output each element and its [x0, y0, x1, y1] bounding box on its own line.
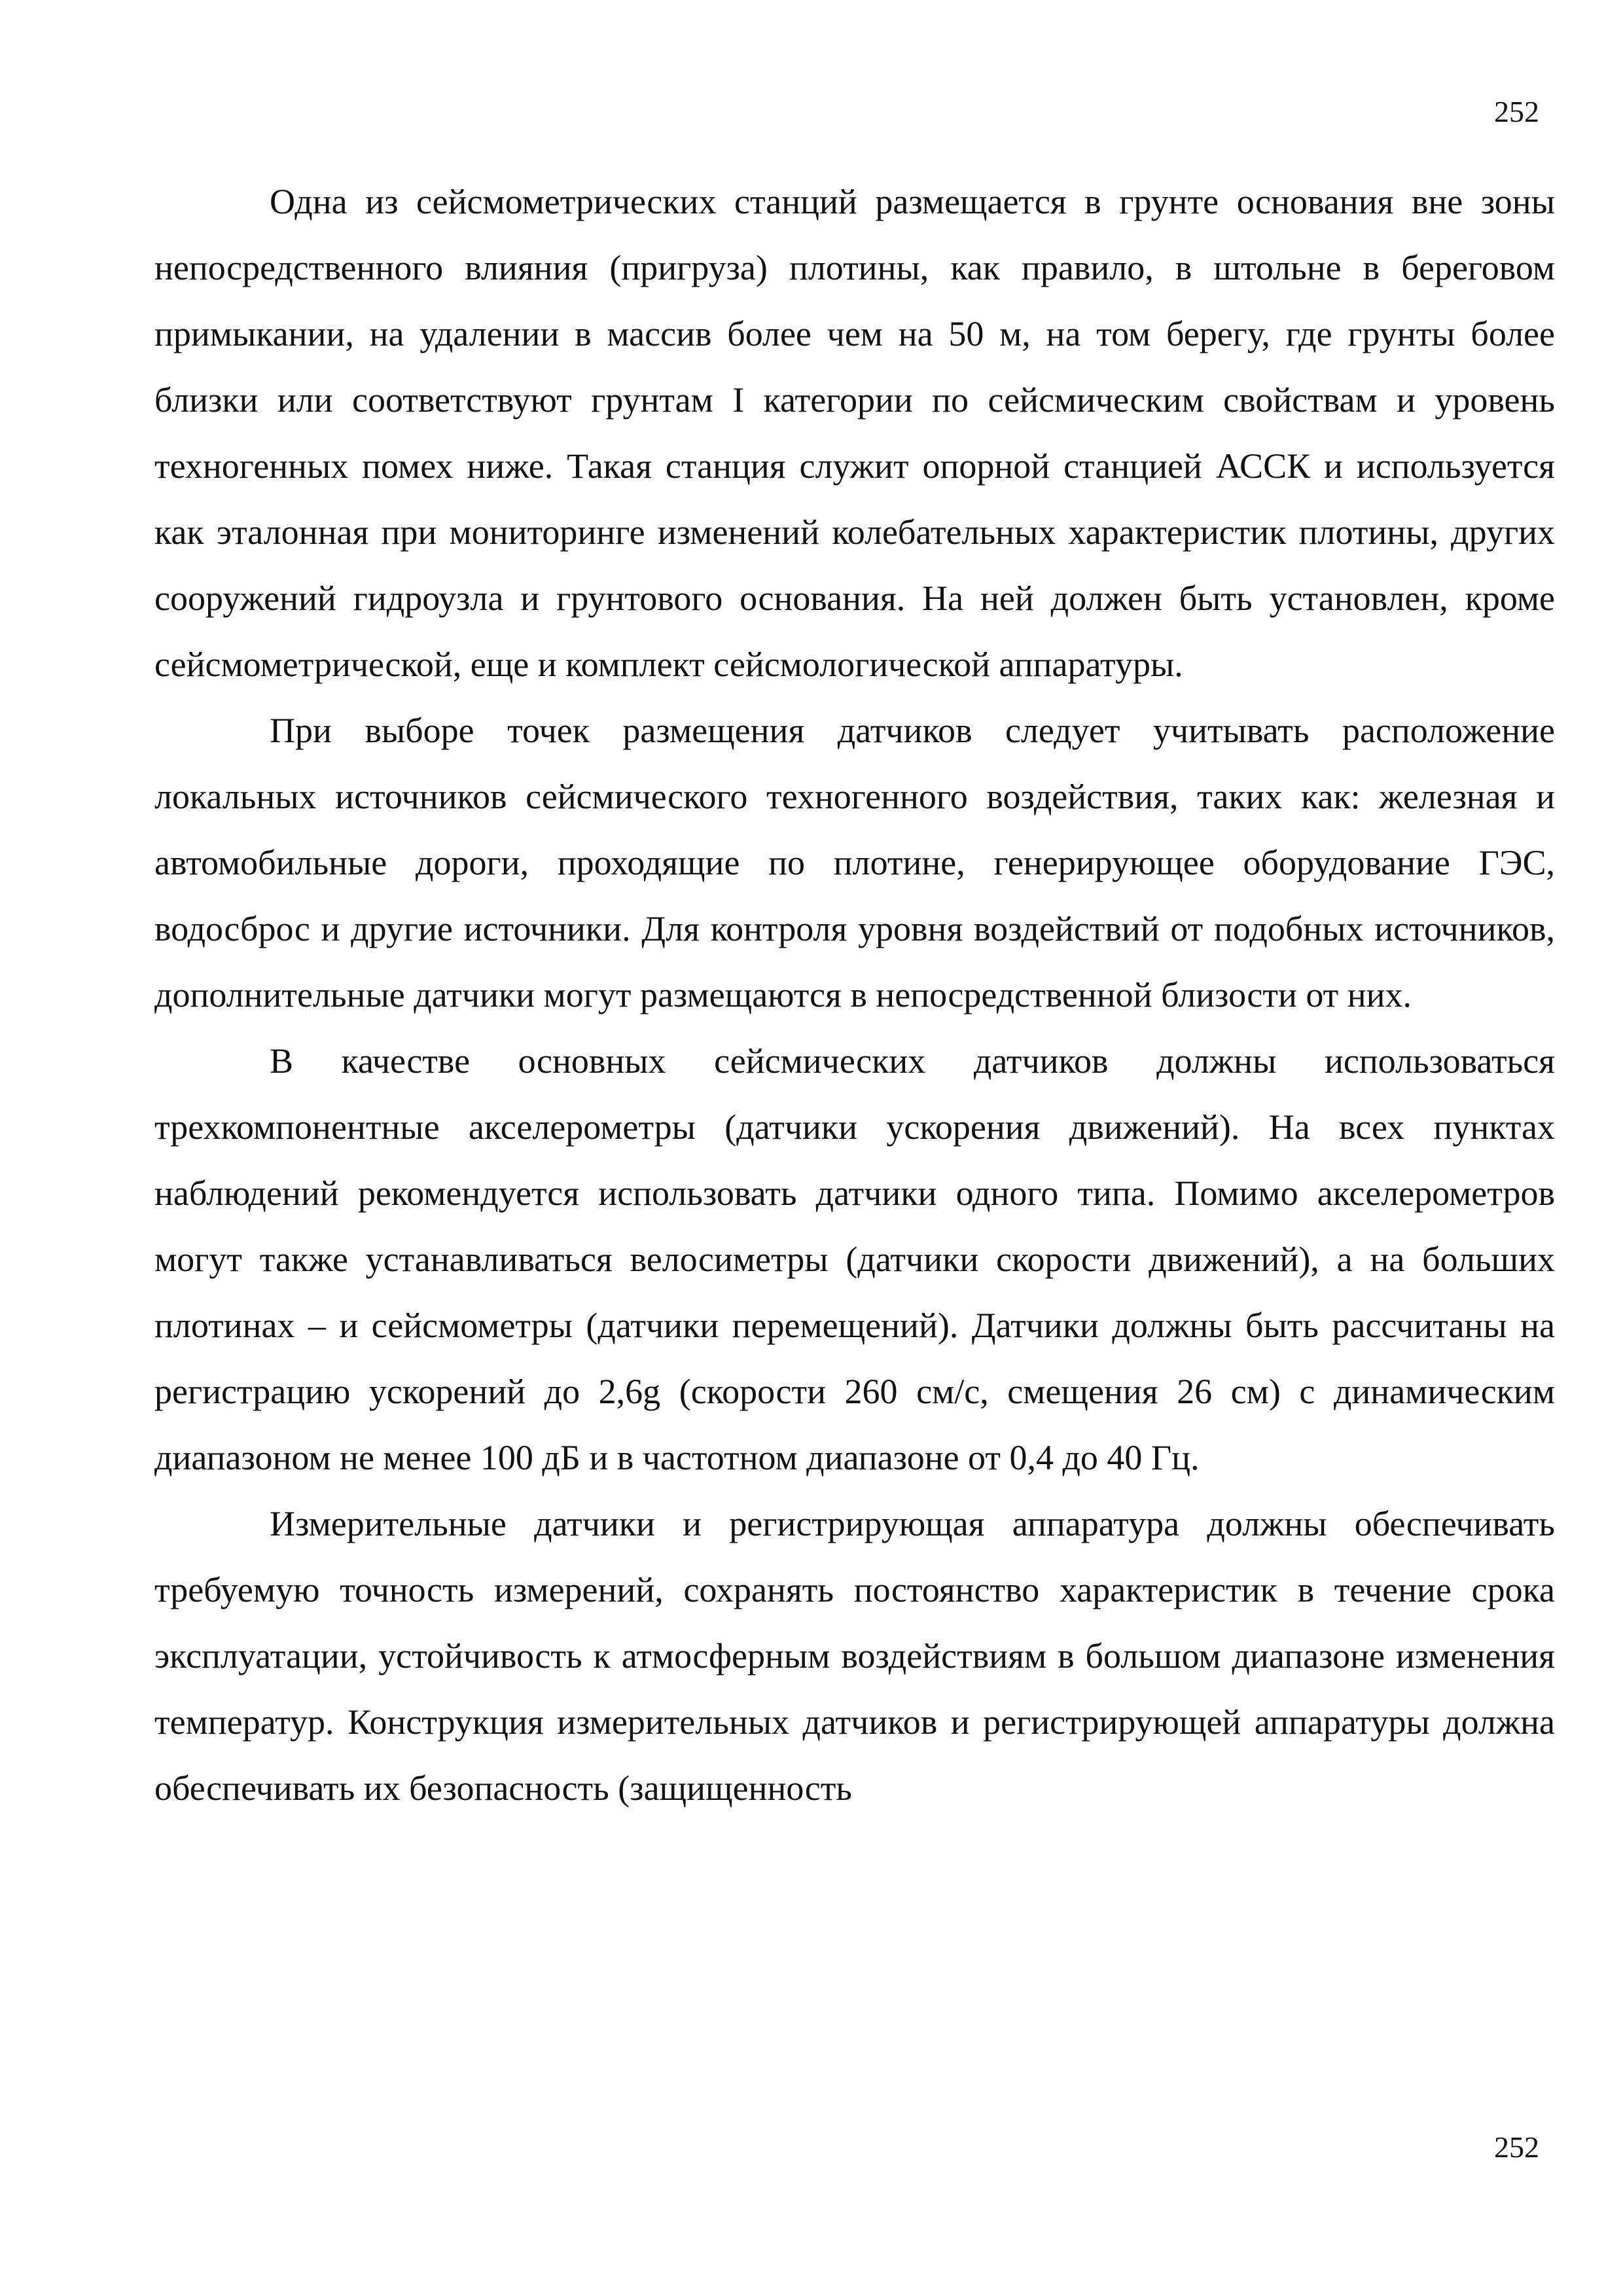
page-number-footer: 252: [1494, 2130, 1539, 2164]
paragraph-sensor-placement: При выборе точек размещения датчиков следует учитывать расположение локальных источников сейсмического техногенного воздействия, таких как: железная и автомобильные дороги, проходящие по плотине, генерирующее оборудование ГЭС, водосброс и другие источники. Для контроля уровня воздействий от подобных источников, дополнительные датчики могут размещаются в непосредственной близости от них.: [154, 711, 1555, 1014]
paragraph-equipment-requirements: Измерительные датчики и регистрирующая аппаратура должны обеспечивать требуемую точность измерений, сохранять постоянство характеристик в течение срока эксплуатации, устойчивость к атмосферным воздействиям в большом диапазоне изменения температур. Конструкция измерительных датчиков и регистрирующей аппаратуры должна обеспечивать их безопасность (защищенность: [154, 1504, 1555, 1808]
document-body: [154, 169, 1555, 1821]
paragraph-reference-station: Одна из сейсмометрических станций размещается в грунте основания вне зоны непосредственного влияния (пригруза) плотины, как правило, в штольне в береговом примыкании, на удалении в массив более чем на 50 м, на том берегу, где грунты более близки или соответствуют грунтам I категории по сейсмическим свойствам и уровень техногенных помех ниже. Такая станция служит опорной станцией АССК и используется как эталонная при мониторинге изменений колебательных характеристик плотины, других сооружений гидроузла и грунтового основания. На ней должен быть установлен, кроме сейсмометрической, еще и комплект сейсмологической аппаратуры.: [154, 182, 1555, 684]
paragraph-sensor-types: В качестве основных сейсмических датчиков должны использоваться трехкомпонентные акселерометры (датчики ускорения движений). На всех пунктах наблюдений рекомендуется использовать датчики одного типа. Помимо акселерометров могут также устанавливаться велосиметры (датчики скорости движений), а на больших плотинах – и сейсмометры (датчики перемещений). Датчики должны быть рассчитаны на регистрацию ускорений до 2,6g (скорости 260 см/с, смещения 26 см) с динамическим диапазоном не менее 100 дБ и в частотном диапазоне от 0,4 до 40 Гц.: [154, 1041, 1555, 1477]
page-number-header: 252: [1494, 95, 1539, 128]
